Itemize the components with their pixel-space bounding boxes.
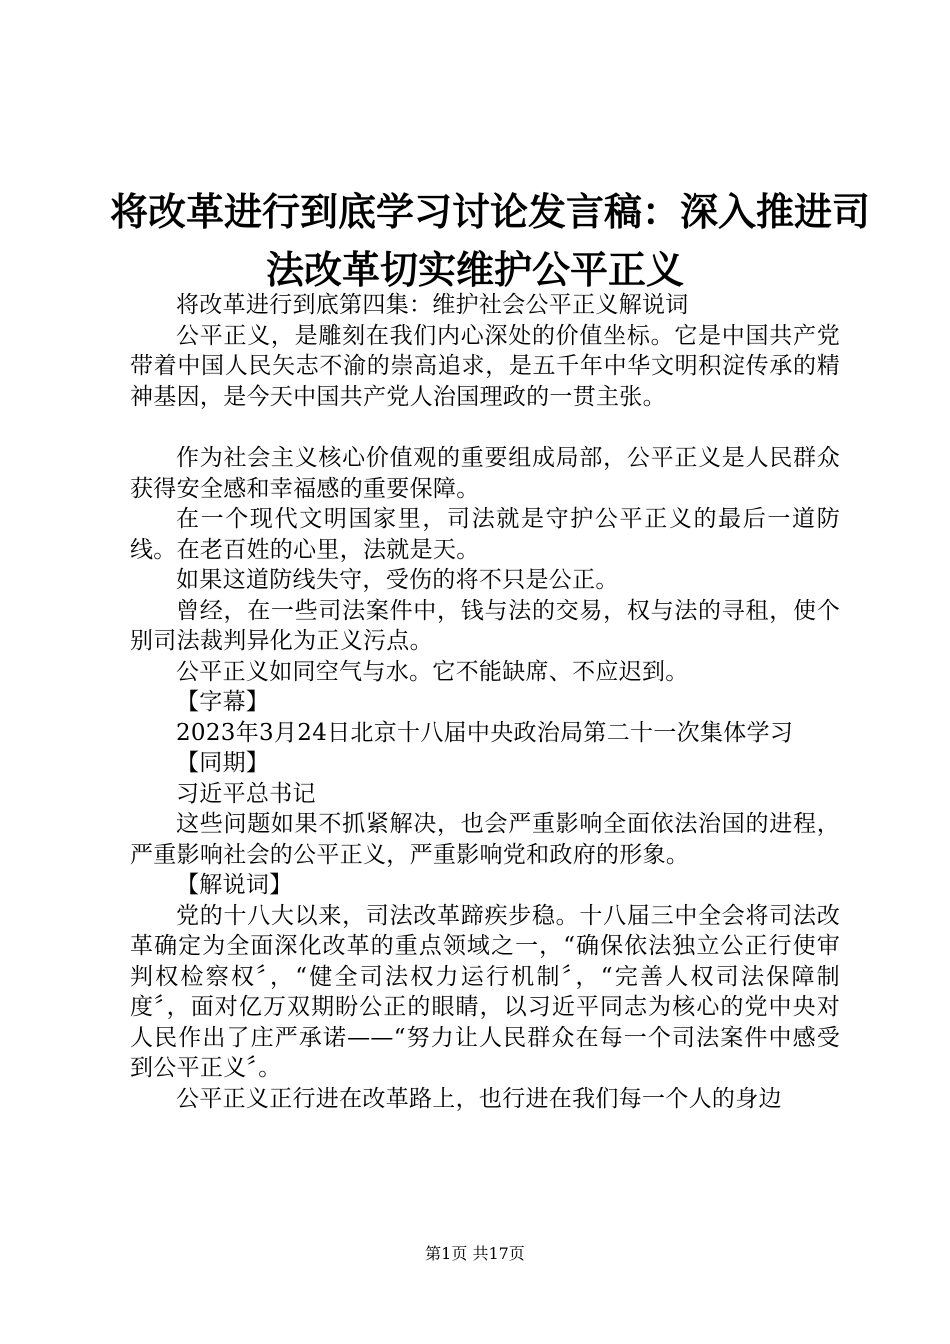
paragraph: 公平正义正行进在改革路上，也行进在我们每一个人的身边 [176,1085,782,1112]
paragraph: 在一个现代文明国家里，司法就是守护公平正义的最后一道防线。在老百姓的心里，法就是天。 [130,506,840,563]
section-label-caption: 【字幕】 [176,689,270,715]
document-body [130,290,840,1114]
title-line-1: 将改革进行到底学习讨论发言稿：深入推进司 [110,190,871,234]
paragraph-subtitle: 将改革进行到底第四集：维护社会公平正义解说词 [176,292,689,318]
paragraph: 作为社会主义核心价值观的重要组成局部，公平正义是人民群众获得安全感和幸福感的重要保障。 [130,445,840,502]
section-label-sync: 【同期】 [176,750,270,776]
section-label-narration: 【解说词】 [176,872,293,898]
speaker-name: 习近平总书记 [176,780,316,807]
paragraph: 2023年3月24日北京十八届中央政治局第二十一次集体学习 [176,719,794,746]
paragraph: 党的十八大以来，司法改革蹄疾步稳。十八届三中全会将司法改革确定为全面深化改革的重点领域之一，“确保依法独立公正行使审判权检察权〞，“健全司法权力运行机制〞，“完善人权司法保障制度〞，面对亿万双期盼公正的眼睛，以习近平同志为核心的党中央对人民作出了庄严承诺——“努力让人民群众在每一个司法案件中感受到公平正义〞。 [130,902,840,1081]
page-footer: 第1页 共17页 [425,1244,525,1263]
paragraph: 公平正义如同空气与水。它不能缺席、不应迟到。 [176,658,689,685]
paragraph: 公平正义，是雕刻在我们内心深处的价值坐标。它是中国共产党带着中国人民矢志不渝的崇高追求，是五千年中华文明积淀传承的精神基因，是今天中国共产党人治国理政的一贯主张。 [130,322,840,410]
paragraph: 曾经，在一些司法案件中，钱与法的交易，权与法的寻租，使个别司法裁判异化为正义污点。 [130,597,840,654]
paragraph: 如果这道防线失守，受伤的将不只是公正。 [176,567,619,593]
paragraph: 这些问题如果不抓紧解决，也会严重影响全面依法治国的进程，严重影响社会的公平正义，严重影响党和政府的形象。 [130,811,840,868]
title-line-2: 法改革切实维护公平正义 [265,248,684,292]
